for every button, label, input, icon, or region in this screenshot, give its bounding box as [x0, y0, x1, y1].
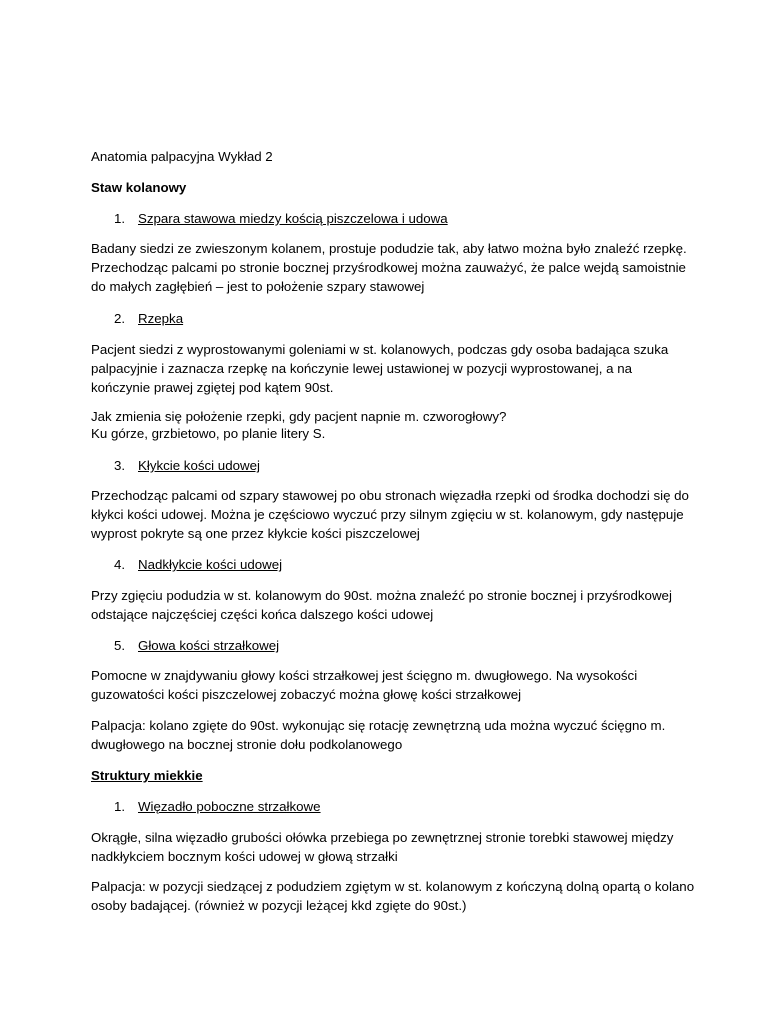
section-heading-staw-kolanowy: Staw kolanowy — [91, 180, 187, 195]
paragraph — [91, 239, 687, 296]
paragraph-line: Pomocne w znajdywaniu głowy kości strzałkowej jest ścięgno m. dwugłowego. Na wysokości — [91, 668, 638, 683]
paragraph-line: Palpacja: w pozycji siedzącej z podudziem zgiętym w st. kolanowym z kończyną dolną opartą o kolano — [91, 879, 695, 894]
list-item-label: Szpara stawowa miedzy kością piszczelowa i udowa — [138, 211, 448, 226]
paragraph-line: Palpacja: kolano zgięte do 90st. wykonując się rotację zewnętrzną uda można wyczuć ścięgno m. — [91, 718, 666, 733]
list-item-label: Kłykcie kości udowej — [138, 458, 260, 473]
paragraph-line: nadkłykciem bocznym kości udowej w głową strzałki — [91, 849, 398, 864]
paragraph-line: Przechodząc palcami od szpary stawowej po obu stronach więzadła rzepki od środka dochodzi się do — [91, 488, 689, 503]
paragraph-line: guzowatości kości piszczelowej zobaczyć można głowę kości strzałkowej — [91, 687, 522, 702]
paragraph-line: dwugłowego na bocznej stronie dołu podkolanowego — [91, 737, 403, 752]
list-item-number: 1. — [114, 211, 126, 226]
paragraph — [91, 716, 681, 754]
paragraph-line: do małych zagłębień – jest to położenie szpary stawowej — [91, 279, 425, 294]
document-title: Anatomia palpacyjna Wykład 2 — [91, 149, 273, 164]
list-item-label: Więzadło poboczne strzałkowe — [138, 799, 321, 814]
list-item-1 — [114, 209, 448, 228]
paragraph-line: Jak zmienia się położenie rzepki, gdy pacjent napnie m. czworogłowy? — [91, 409, 507, 424]
paragraph-line: Przechodząc palcami po stronie bocznej przyśrodkowej można zauważyć, że palce wejdą samoistnie — [91, 260, 686, 275]
list-item-number: 5. — [114, 638, 126, 653]
paragraph-line: Ku górze, grzbietowo, po planie litery S. — [91, 426, 326, 441]
list-item-5 — [114, 636, 279, 655]
paragraph — [91, 877, 695, 915]
list-item-label: Rzepka — [138, 311, 184, 326]
paragraph — [91, 340, 681, 397]
paragraph-line: osoby badającej. (również w pozycji leżącej kkd zgięte do 90st.) — [91, 898, 467, 913]
paragraph-line: Badany siedzi ze zwieszonym kolanem, prostuje podudzie tak, aby łatwo można było znaleźć rzepkę. — [91, 241, 687, 256]
paragraph — [91, 408, 681, 442]
list-item-3 — [114, 456, 260, 475]
list-item-2 — [114, 309, 183, 328]
paragraph-line: Okrągłe, silna więzadło grubości ołówka przebiega po zewnętrznej stronie torebki stawowej między — [91, 830, 674, 845]
paragraph-line: palpacyjnie i zaznacza rzepkę na kończynie lewej ustawionej w pozycji wyprostowanej, a na — [91, 361, 633, 376]
list-item-number: 2. — [114, 311, 126, 326]
list-item-label: Nadkłykcie kości udowej — [138, 557, 283, 572]
paragraph — [91, 666, 681, 704]
section-heading-struktury-miekkie: Struktury miekkie — [91, 768, 203, 783]
paragraph-line: kłykci kości udowej. Można je częściowo wyczuć przy silnym zgięciu w st. kolanowym, gdy następuje — [91, 507, 684, 522]
list-item-number: 3. — [114, 458, 126, 473]
list-item-label: Głowa kości strzałkowej — [138, 638, 280, 653]
paragraph-line: Przy zgięciu podudzia w st. kolanowym do 90st. można znaleźć po stronie bocznej i przyśrodkowej — [91, 588, 672, 603]
paragraph-line: wyprost pokryte są one przez kłykcie kości piszczelowej — [91, 526, 420, 541]
list-item-number: 1. — [114, 799, 126, 814]
paragraph-line: odstające najczęściej części końca dalszego kości udowej — [91, 607, 434, 622]
paragraph — [91, 828, 681, 866]
paragraph — [91, 586, 681, 624]
soft-list-item-1 — [114, 797, 321, 816]
paragraph-line: Pacjent siedzi z wyprostowanymi goleniami w st. kolanowych, podczas gdy osoba badająca szuka — [91, 342, 669, 357]
paragraph-line: kończynie prawej zgiętej pod kątem 90st. — [91, 380, 334, 395]
list-item-4 — [114, 555, 282, 574]
list-item-number: 4. — [114, 557, 126, 572]
paragraph — [91, 486, 689, 543]
